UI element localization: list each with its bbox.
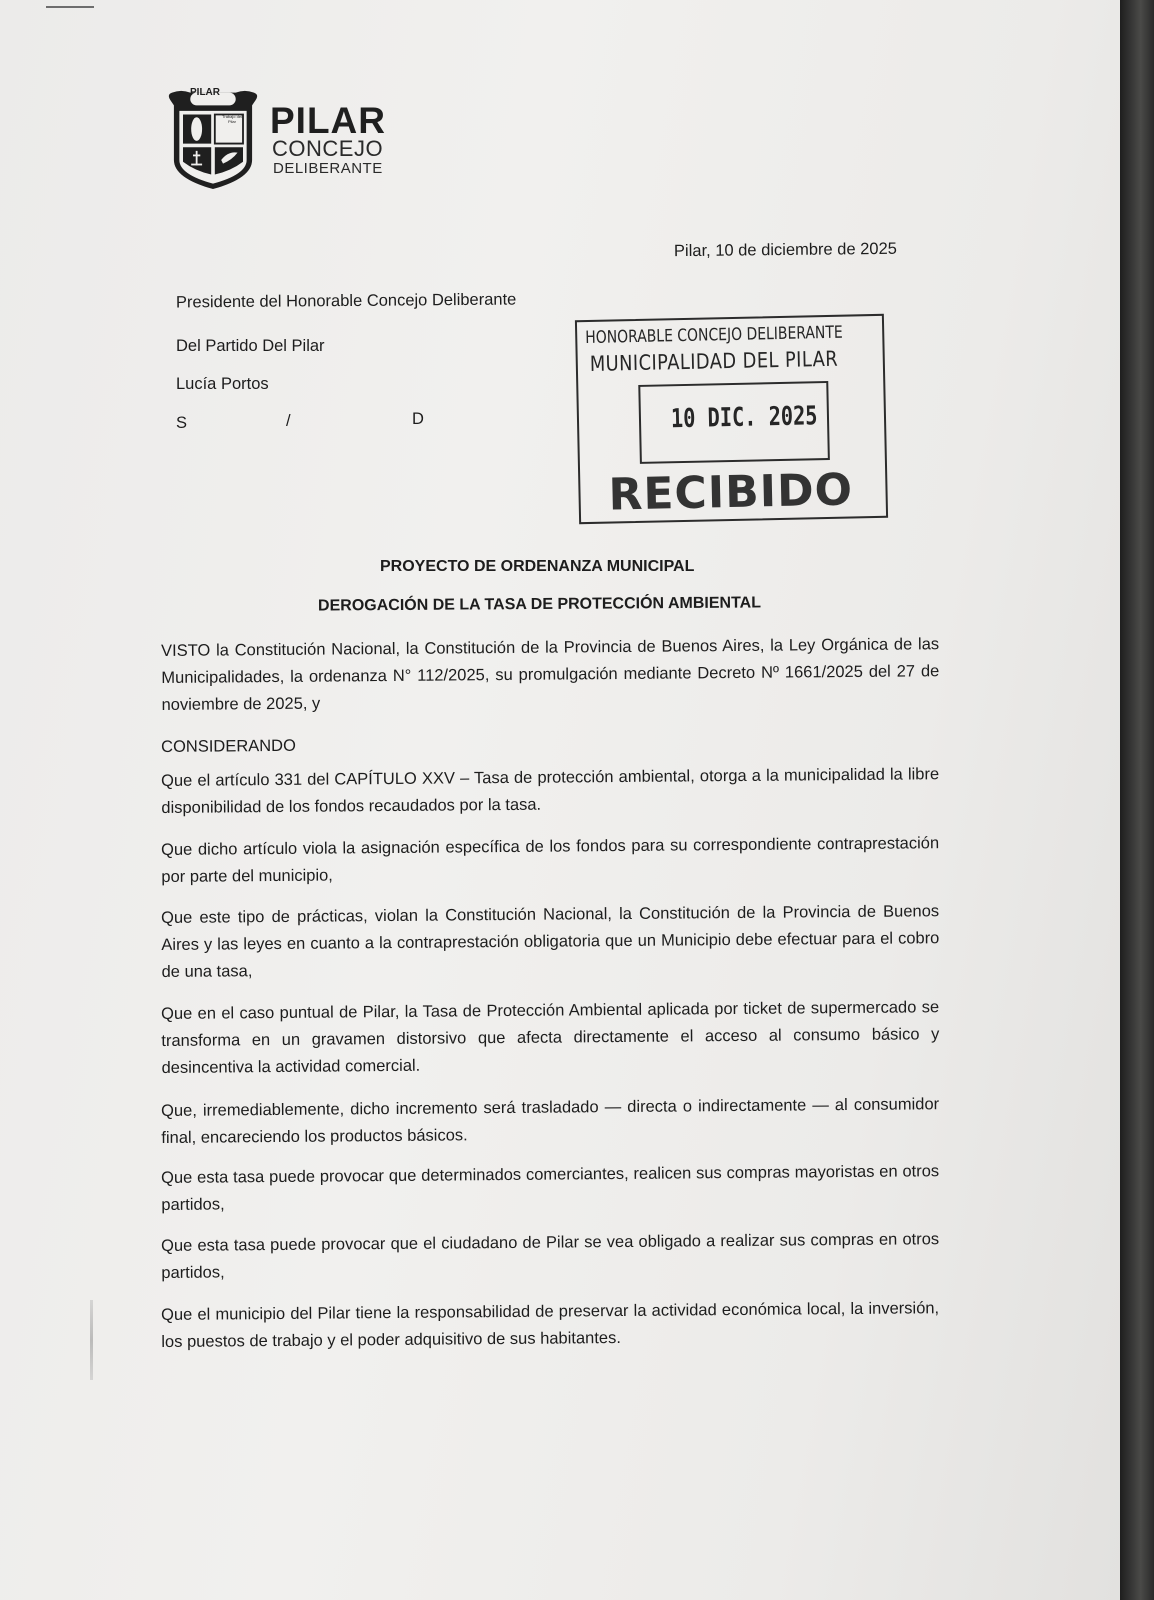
stamp-date-box [638,381,830,464]
margin-smudge [90,1300,93,1380]
considerando-paragraph-6: Que esta tasa puede provocar que determinados comerciantes, realicen sus compras mayoristas en otros partidos, [161,1162,940,1214]
salutation-slash: / [286,412,291,430]
considerando-paragraph-5: Que, irremediablemente, dicho incremento será trasladado — directa o indirectamente — al consumidor final, encareciendo los productos básicos. [161,1095,940,1147]
concejo-shield-logo [163,82,263,197]
salutation-s: S [176,414,188,432]
considerando-heading: CONSIDERANDO [161,736,296,756]
addressee-line-3: Lucía Portos [176,375,269,393]
background-edge [1120,0,1154,1600]
received-stamp [575,314,888,524]
logo-subtitle-1: CONCEJO [272,136,384,161]
logo-subtitle-2: DELIBERANTE [273,160,383,177]
stamp-line-1: HONORABLE CONCEJO DELIBERANTE [585,322,843,349]
pencil-mark [46,6,94,8]
addressee-line-1: Presidente del Honorable Concejo Deliberante [175,290,517,312]
salutation-d: D [412,410,424,428]
title-project: PROYECTO DE ORDENANZA MUNICIPAL [380,558,695,575]
shield-motto: Trabajo del Pilar [222,114,242,124]
considerando-paragraph-2: Que dicho artículo viola la asignación específica de los fondos para su correspondiente contraprestación por parte del municipio, [161,834,940,886]
stamp-date: 10 DIC. 2025 [670,401,818,435]
addressee-line-2: Del Partido Del Pilar [176,337,325,355]
visto-paragraph: VISTO la Constitución Nacional, la Constitución de la Provincia de Buenos Aires, la Ley Orgánica de las Municipalidades, la ordenanza N° 112/2025, su promulgación mediante Decreto Nº 1661/2025 del 27 de noviembre de 2025, y [161,635,940,714]
shield-label: PILAR [190,87,220,98]
considerando-paragraph-8: Que el municipio del Pilar tiene la responsabilidad de preservar la actividad económica local, la inversión, los puestos de trabajo y el poder adquisitivo de sus habitantes. [161,1299,940,1351]
logo-name: PILAR [270,100,386,141]
title-derogation: DEROGACIÓN DE LA TASA DE PROTECCIÓN AMBIENTAL [317,594,762,615]
document-date: Pilar, 10 de diciembre de 2025 [673,239,897,261]
stamp-received: RECIBIDO [608,464,854,521]
considerando-paragraph-1: Que el artículo 331 del CAPÍTULO XXV – Tasa de protección ambiental, otorga a la municipalidad la libre disponibilidad de los fondos recaudados por la tasa. [161,765,940,817]
considerando-paragraph-7: Que esta tasa puede provocar que el ciudadano de Pilar se vea obligado a realizar sus compras en otros partidos, [161,1230,940,1282]
stamp-line-2: MUNICIPALIDAD DEL PILAR [589,346,839,376]
considerando-paragraph-4: Que en el caso puntual de Pilar, la Tasa de Protección Ambiental aplicada por ticket de supermercado se transforma en un gravamen distorsivo que afecta directamente el acceso al consumo básico y desincentiva la actividad comercial. [161,998,940,1077]
considerando-paragraph-3: Que este tipo de prácticas, violan la Constitución Nacional, la Constitución de la Provincia de Buenos Aires y las leyes en cuanto a la contraprestación obligatoria que un Municipio debe efectuar para el cobro de una tasa, [161,902,940,981]
